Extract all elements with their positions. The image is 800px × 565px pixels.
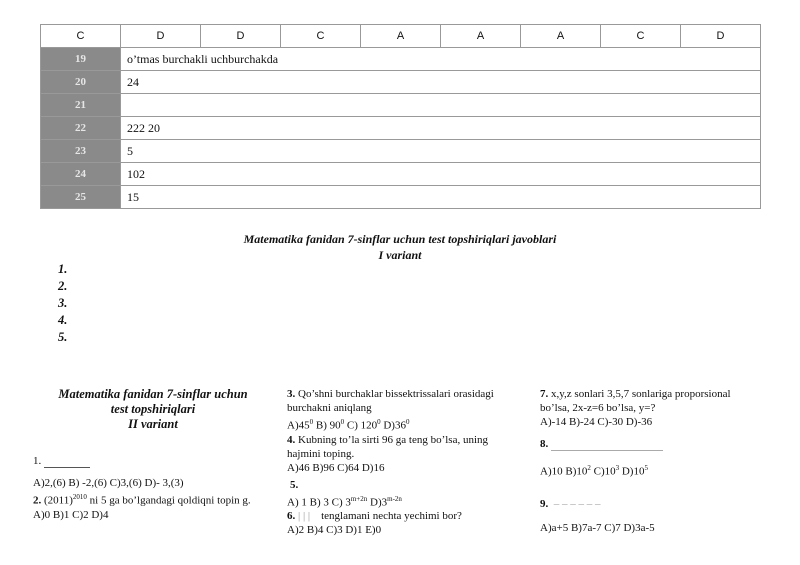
- variant2-column-3: [540, 387, 762, 535]
- row-answer: 5: [121, 140, 761, 163]
- answer-header-cell: A: [441, 25, 521, 48]
- question-number: 1.: [33, 455, 42, 467]
- row-answer: 15: [121, 186, 761, 209]
- option-c: C) 120: [346, 419, 378, 432]
- answer-header-cell: D: [121, 25, 201, 48]
- answer-header-cell: A: [361, 25, 441, 48]
- answer-header-cell: C: [281, 25, 361, 48]
- question-8: [540, 437, 762, 451]
- row-number: 25: [41, 186, 121, 209]
- variant2-column-1: [33, 387, 273, 522]
- option-b: B) 90: [315, 419, 341, 432]
- question-6-text: tenglamani nechta yechimi bor?: [321, 510, 462, 523]
- question-5: [287, 478, 523, 492]
- option-d: D)10: [621, 465, 645, 478]
- row-answer: 222 20: [121, 117, 761, 140]
- question-4-options: A)46 B)96 C)64 D)16: [287, 461, 385, 474]
- table-row: [41, 48, 761, 71]
- question-9: [540, 497, 762, 511]
- question-7-text: x,y,z sonlari 3,5,7 sonlariga proporsional bo’lsa, 2x-z=6 bo’lsa, y=?: [540, 388, 731, 414]
- exponent: 3: [615, 464, 620, 472]
- question-number: 7.: [540, 388, 549, 400]
- question-4-text: Kubning to’la sirti 96 ga teng bo’lsa, uning hajmini toping.: [287, 433, 489, 460]
- row-number: 24: [41, 163, 121, 186]
- question-3-text: Qo’shni burchaklar bissektrissalari orasidagi burchakni aniqlang: [287, 388, 494, 414]
- option-text: A) 1 B) 3 C) 3: [287, 496, 351, 509]
- table-row: [41, 71, 761, 94]
- option-a: A)45: [287, 419, 310, 432]
- question-6-marks: | | |: [298, 510, 311, 523]
- answer-header-row: [41, 25, 761, 48]
- list-item: 5.: [58, 330, 68, 344]
- question-5-options: [287, 492, 523, 510]
- question-3-options: [287, 415, 523, 433]
- table-row: [41, 186, 761, 209]
- question-4: [287, 433, 523, 461]
- question-2: [33, 490, 273, 508]
- table-row: [41, 94, 761, 117]
- question-number: 3.: [287, 388, 296, 400]
- question-number: 8.: [540, 438, 549, 450]
- row-number: 22: [41, 117, 121, 140]
- answer-table: [40, 24, 761, 209]
- question-2-options: A)0 B)1 C)2 D)4: [33, 508, 109, 521]
- table-row: [41, 163, 761, 186]
- variant2-column-2: [287, 387, 523, 537]
- table-row: [41, 117, 761, 140]
- question-7: [540, 387, 762, 415]
- row-answer: 102: [121, 163, 761, 186]
- list-item: 4.: [58, 313, 68, 327]
- answer-blank: [44, 467, 90, 468]
- exponent: 2: [587, 464, 591, 472]
- degree-mark: 0: [377, 418, 381, 426]
- option-d: D)3: [370, 496, 388, 509]
- list-item: 3.: [58, 296, 68, 310]
- row-number: 19: [41, 48, 121, 71]
- question-8-options: [540, 461, 762, 479]
- variant2-subtitle: II variant: [128, 417, 178, 431]
- row-number: 23: [41, 140, 121, 163]
- list-item: 1.: [58, 262, 68, 276]
- row-answer: o’tmas burchakli uchburchakda: [121, 48, 761, 71]
- option-c: C)10: [593, 465, 616, 478]
- variant2-title-line2: test topshiriqlari: [110, 402, 196, 416]
- question-number: 2.: [33, 494, 42, 507]
- question-2-exponent: 2010: [72, 493, 87, 501]
- degree-mark: 0: [309, 418, 314, 426]
- option-d: D)36: [383, 419, 406, 432]
- option-b: B)10: [565, 465, 588, 478]
- answer-header-cell: D: [201, 25, 281, 48]
- row-answer: 24: [121, 71, 761, 94]
- degree-mark: 0: [340, 418, 345, 426]
- list-item: 2.: [58, 279, 68, 293]
- question-2-base: (2011): [44, 494, 73, 507]
- question-number: 9.: [540, 497, 549, 510]
- question-2-text: ni 5 ga bo’lgandagi qoldiqni topin g.: [89, 494, 251, 507]
- question-1-options: A)2,(6) B) -2,(6) C)3,(6) D)- 3,(3): [33, 477, 184, 489]
- variant1-title: Matematika fanidan 7-sinflar uchun test topshiriqlari javoblari: [243, 232, 557, 246]
- variant2-title: Matematika fanidan 7-sinflar uchun: [58, 387, 248, 401]
- answer-header-cell: C: [41, 25, 121, 48]
- question-6-options: A)2 B)4 C)3 D)1 E)0: [287, 524, 382, 537]
- question-1: [33, 454, 273, 468]
- option-a: A)10: [540, 465, 563, 478]
- row-answer: [121, 94, 761, 117]
- exponent: m-2n: [387, 494, 402, 503]
- question-number: 4.: [287, 433, 296, 446]
- question-number: 5.: [290, 478, 299, 491]
- question-3: [287, 387, 523, 415]
- degree-mark: 0: [405, 418, 410, 426]
- answer-blank: [551, 450, 663, 451]
- row-number: 20: [41, 71, 121, 94]
- answer-header-cell: C: [601, 25, 681, 48]
- question-7-options: A)-14 B)-24 C)-30 D)-36: [540, 416, 653, 428]
- row-number: 21: [41, 94, 121, 117]
- question-9-options: A)a+5 B)7a-7 C)7 D)3a-5: [540, 521, 655, 534]
- variant1-subtitle: I variant: [378, 248, 422, 262]
- question-number: 6.: [287, 510, 296, 523]
- question-6: [287, 509, 523, 523]
- table-row: [41, 140, 761, 163]
- variant1-list: [58, 262, 67, 347]
- exponent: m+2n: [350, 494, 368, 503]
- exponent: 5: [644, 464, 648, 472]
- answer-header-cell: A: [521, 25, 601, 48]
- question-9-dashes: – – – – – –: [553, 497, 601, 510]
- answer-header-cell: D: [681, 25, 761, 48]
